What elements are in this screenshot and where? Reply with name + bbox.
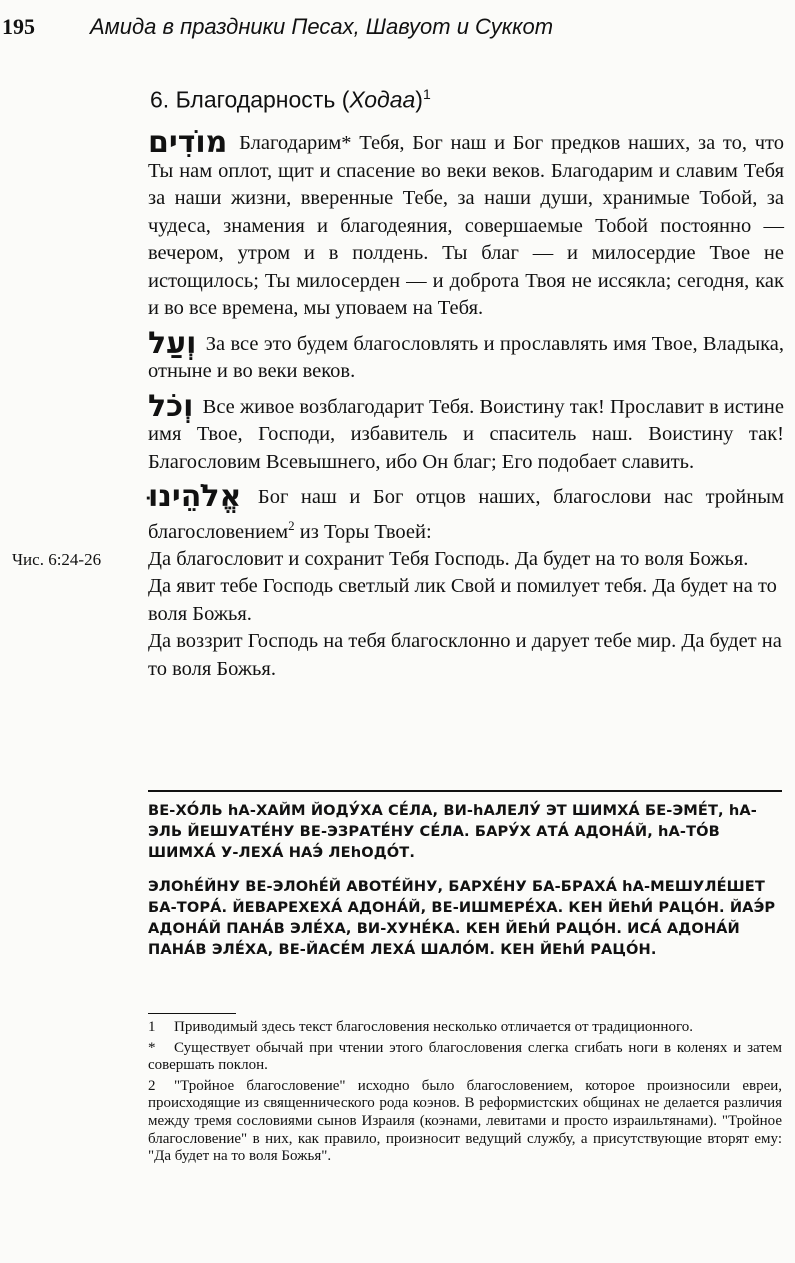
hebrew-incipit: מוֹדִים — [148, 125, 228, 160]
hebrew-incipit: וְכֹל — [148, 388, 194, 424]
footnote-mark: 2 — [148, 1077, 156, 1094]
transliteration-block — [148, 876, 784, 960]
paragraph-veal — [148, 325, 784, 386]
transliteration-text: ЭЛОһЕ́ЙНУ ВЕ-ЭЛОһЕ́Й АВОТЕ́ЙНУ, БАРХЕ́НУ БА-БРАХА́ һА-МЕШУЛЕ́ШЕТ БА-ТОРА́. ЙЕВАРЕХЕХА́ АДОНА́Й, ВЕ-ИШМЕРЕ́ХА. КЕН ЙЕһИ́ РАЦО́Н. ЙАЭ́Р АДОНА́Й ПАНА́В ЭЛЕ́ХА, ВИ-ХУНЕ́КА. КЕН ЙЕһИ́ РАЦО́Н. ИСА́ АДОНА́Й ПАНА́В ЭЛЕ́ХА, ВЕ-ЙАСЕ́М ЛЕХА́ ШАЛО́М. КЕН ЙЕһИ́ РАЦО́Н. — [148, 878, 776, 958]
page-header — [2, 14, 795, 44]
footnote-text: "Тройное благословение" исходно было благословением, которое произносили евреи, происходящие из священнического рода коэнов. В реформистских общинах не делается различия между тремя сословиями сынов Израиля (коэнами, левитами и просто израильтянами). "Тройное благословение" в них, как правило, произносит ведущий службу, а присутствующие вторят ему: "Да будет на то воля Божья". — [148, 1077, 782, 1165]
section-title-text: 6. Благодарность ( — [150, 86, 350, 113]
page-number: 195 — [2, 14, 35, 39]
paragraph-modim — [148, 125, 784, 323]
paragraph-text: Бог наш и Бог отцов наших, благослови нас тройным благословением — [148, 486, 784, 543]
paragraph-text: Все живое возблагодарит Тебя. Воистину так! Прославит в истине имя Твое, Господи, избавитель и спаситель наш. Воистину так! Благословим Всевышнего, ибо Он благ; Его подобает славить. — [148, 395, 785, 473]
footnote-mark: * — [148, 1039, 156, 1056]
footnote-text: Приводимый здесь текст благословения несколько отличается от традиционного. — [174, 1019, 693, 1035]
hebrew-incipit: וְעַל — [148, 325, 197, 361]
footnote-divider — [148, 1013, 236, 1014]
running-head: Амида в праздники Песах, Шавуот и Суккот — [90, 14, 554, 39]
footnotes — [148, 1019, 782, 1169]
section-title — [150, 86, 431, 114]
footnote — [148, 1019, 782, 1037]
paragraph-text: Благодарим* Тебя, Бог наш и Бог предков наших, за то, что Ты нам оплот, щит и спасение во веки веков. Благодарим и славим Тебя за наши жизни, вверенные Тебе, за наши души, хранимые Тобой, за чудеса, знамения и благодеяния, совершаемые Тобой постоянно — вечером, утром и в полдень. Ты благ — и милосердие Твое не истощилось; Ты милосерден — и доброта Твоя не иссякла; сегодня, как и во все времена, мы уповаем на Тебя. — [148, 132, 784, 319]
footnote-ref: 2 — [288, 517, 295, 533]
verse-line: Да воззрит Господь на тебя благосклонно и дарует тебе мир. Да будет на то воля Божья. — [148, 630, 782, 680]
verse-line: Да благословит и сохранит Тебя Господь. Да будет на то воля Божья. — [148, 547, 749, 570]
margin-reference: Чис. 6:24-26 — [12, 549, 102, 569]
verse-line: Да явит тебе Господь светлый лик Свой и помилует тебя. Да будет на то воля Божья. — [148, 575, 777, 625]
hebrew-incipit: אֱלֹהֵינוּ — [148, 479, 242, 514]
section-title-close: ) — [415, 86, 423, 113]
paragraph-text: За все это будем благословлять и прославлять имя Твое, Владыка, отныне и во веки веков. — [148, 332, 784, 382]
section-title-italic: Ходаа — [349, 86, 416, 113]
footnote — [148, 1078, 782, 1166]
footnote — [148, 1040, 782, 1075]
footnote-mark: 1 — [148, 1019, 156, 1035]
paragraph-text-after: из Торы Твоей: — [294, 520, 432, 543]
footnote-text: Существует обычай при чтении этого благословения слегка сгибать ноги в коленях и затем совершать поклон. — [148, 1039, 782, 1074]
transliteration-text: ВЕ-ХО́ЛЬ һА-ХАЙМ ЙОДУ́ХА СЕ́ЛА, ВИ-һАЛЕЛУ́ ЭТ ШИМХА́ БЕ-ЭМЕ́Т, һА-ЭЛЬ ЙЕШУАТЕ́НУ ВЕ-ЭЗРАТЕ́НУ СЕ́ЛА. БАРУ́Х АТА́ АДОНА́Й, һА-ТО́В ШИМХА́ У-ЛЕХА́ НАЭ́ ЛЕһОДО́Т. — [148, 802, 757, 861]
divider — [148, 790, 782, 792]
priestly-blessing — [12, 546, 784, 684]
paragraph-vekhol — [148, 388, 785, 477]
footnote-ref: 1 — [422, 86, 431, 102]
transliteration-block — [148, 800, 784, 863]
main-text — [12, 125, 785, 683]
paragraph-eloheinu — [148, 479, 784, 546]
